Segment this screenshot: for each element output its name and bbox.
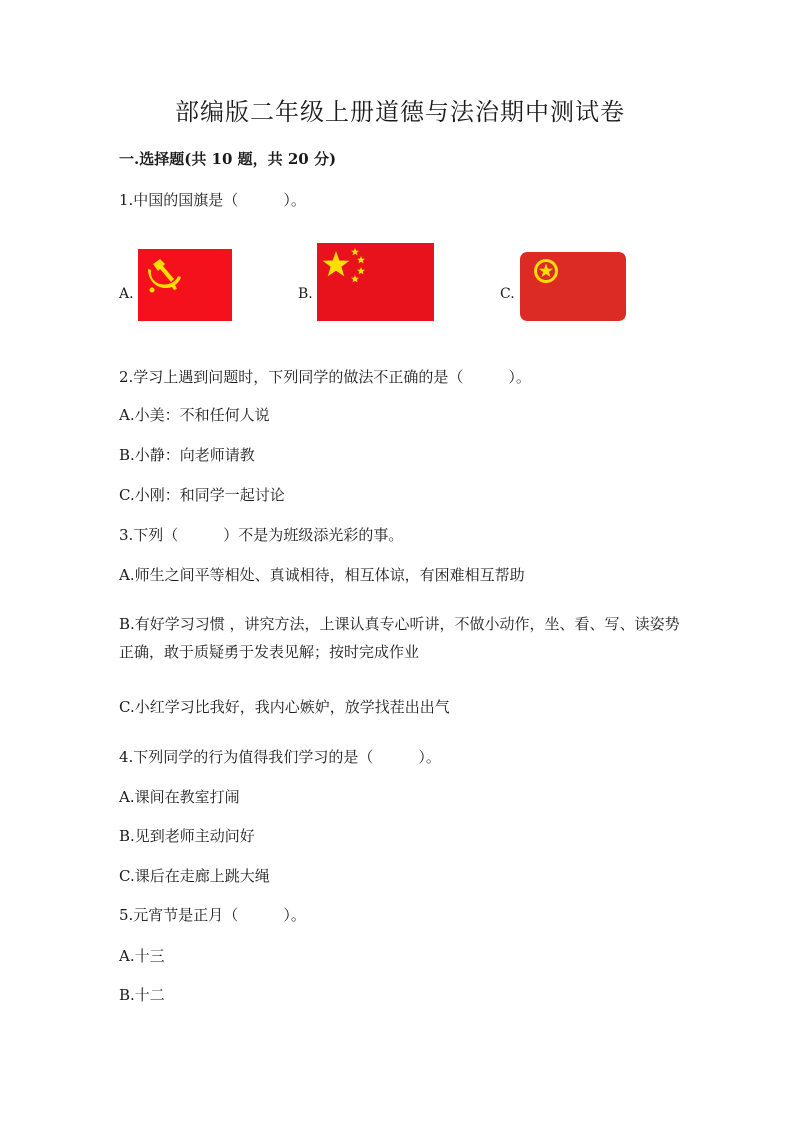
national-flag-icon [317, 243, 434, 321]
question-2-option-b: B.小静：向老师请教 [119, 446, 255, 464]
question-3-option-a: A.师生之间平等相处、真诚相待，相互体谅，有困难相互帮助 [119, 566, 525, 584]
youth-league-flag-icon [520, 252, 626, 321]
question-3-option-c: C.小红学习比我好，我内心嫉妒，放学找茬出出气 [119, 698, 450, 716]
question-4-option-b: B.见到老师主动问好 [119, 827, 255, 845]
question-5-stem: 5.元宵节是正月（ ）。 [119, 906, 306, 924]
question-3-option-b: B.有好学习习惯 ，讲究方法，上课认真专心听讲，不做小动作，坐、看、写、读姿势正确，敢于质疑勇于发表见解；按时完成作业 [119, 615, 680, 661]
question-2-option-a: A.小美：不和任何人说 [119, 406, 270, 424]
question-1-stem: 1.中国的国旗是（ ）。 [119, 191, 306, 209]
question-4-option-c: C.课后在走廊上跳大绳 [119, 867, 270, 885]
page-title: 部编版二年级上册道德与法治期中测试卷 [175, 98, 625, 126]
question-1-option-b-label: B. [298, 286, 313, 302]
question-5-option-a: A.十三 [119, 947, 165, 965]
party-flag-icon [138, 249, 232, 321]
question-2-option-c: C.小刚：和同学一起讨论 [119, 486, 285, 504]
section-heading: 一.选择题(共 10 题，共 20 分) [119, 150, 337, 168]
question-3-stem: 3.下列（ ）不是为班级添光彩的事。 [119, 526, 404, 544]
question-5-option-b: B.十二 [119, 986, 165, 1004]
question-2-stem: 2.学习上遇到问题时，下列同学的做法不正确的是（ ）。 [119, 368, 531, 386]
question-4-stem: 4.下列同学的行为值得我们学习的是（ ）。 [119, 748, 441, 766]
question-1-option-c-label: C. [500, 286, 515, 302]
question-4-option-a: A.课间在教室打闹 [119, 788, 240, 806]
question-1-option-a-label: A. [119, 286, 134, 302]
